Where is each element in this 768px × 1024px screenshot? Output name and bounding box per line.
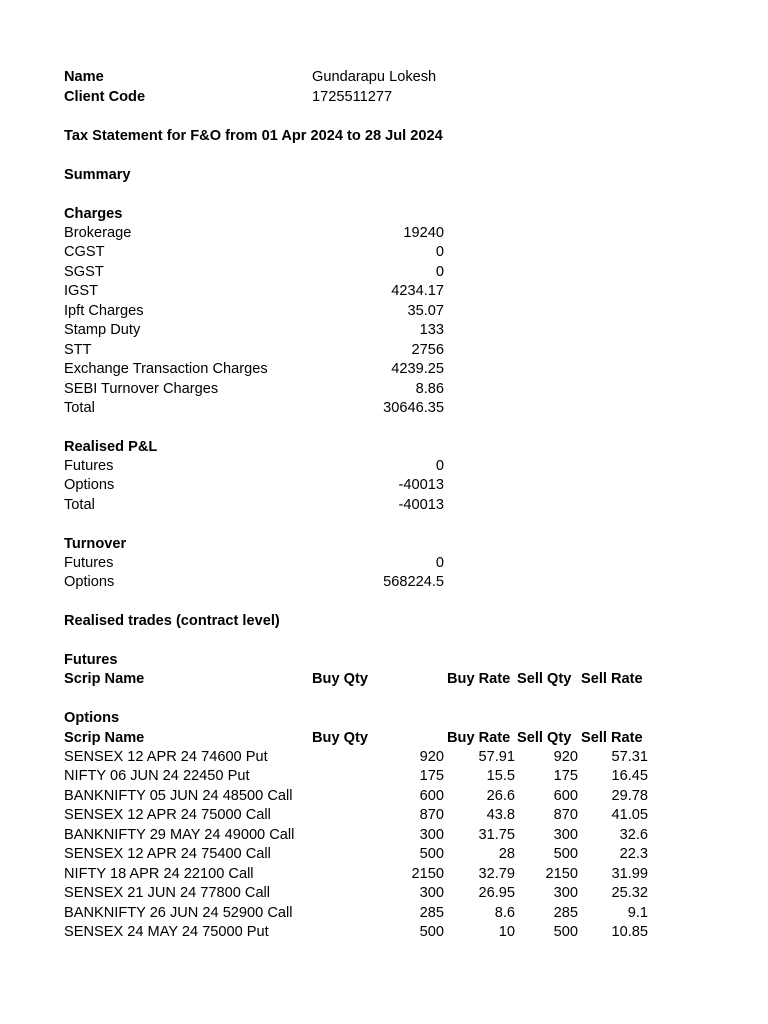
row-label: CGST xyxy=(64,244,105,261)
futures-heading: Futures xyxy=(64,652,118,668)
buy-qty-cell: 870 xyxy=(419,807,444,824)
row-label: Options xyxy=(64,477,115,494)
row-value: 568224.5 xyxy=(383,574,444,591)
futures-table-header xyxy=(64,670,704,689)
col-buy-qty: Buy Qty xyxy=(312,730,368,746)
row-value: 30646.35 xyxy=(383,400,444,417)
row-label: SGST xyxy=(64,263,104,280)
sell-rate-cell: 32.6 xyxy=(619,826,648,843)
sell-qty-cell: 285 xyxy=(553,904,578,921)
sell-rate-cell: 41.05 xyxy=(611,807,648,824)
client-code-value: 1725511277 xyxy=(312,89,393,105)
sell-rate-cell: 9.1 xyxy=(627,904,648,921)
scrip-name-cell: BANKNIFTY 29 MAY 24 49000 Call xyxy=(64,826,295,843)
sell-rate-cell: 25.32 xyxy=(611,885,648,902)
scrip-name-cell: SENSEX 12 APR 24 75400 Call xyxy=(64,846,271,863)
buy-rate-cell: 31.75 xyxy=(478,826,515,843)
summary-heading: Summary xyxy=(64,167,131,183)
row-value: 2756 xyxy=(411,341,444,358)
scrip-name-cell: SENSEX 21 JUN 24 77800 Call xyxy=(64,885,271,902)
statement-title: Tax Statement for F&O from 01 Apr 2024 to 28 Jul 2024 xyxy=(64,128,443,144)
buy-qty-cell: 2150 xyxy=(411,865,444,882)
row-label: Futures xyxy=(64,555,114,571)
col-buy-qty: Buy Qty xyxy=(312,671,368,687)
row-label: IGST xyxy=(64,283,99,300)
turnover-row xyxy=(64,573,704,592)
row-label: SEBI Turnover Charges xyxy=(64,380,219,397)
scrip-name-cell: NIFTY 18 APR 24 22100 Call xyxy=(64,865,254,882)
charge-row xyxy=(64,243,704,262)
row-value: 0 xyxy=(435,263,444,280)
row-value: -40013 xyxy=(398,496,444,513)
turnover-heading: Turnover xyxy=(64,536,127,552)
client-code-label: Client Code xyxy=(64,89,146,105)
col-buy-rate: Buy Rate xyxy=(447,730,511,746)
row-value: 19240 xyxy=(403,225,444,241)
buy-qty-cell: 920 xyxy=(419,749,444,765)
charge-row xyxy=(64,282,704,301)
charge-row xyxy=(64,341,704,360)
col-buy-rate: Buy Rate xyxy=(447,671,511,687)
charge-row xyxy=(64,321,704,340)
table-row xyxy=(64,845,704,864)
sell-qty-cell: 175 xyxy=(553,768,578,785)
sell-qty-cell: 600 xyxy=(553,787,578,804)
buy-qty-cell: 600 xyxy=(419,787,444,804)
charge-row xyxy=(64,380,704,399)
buy-qty-cell: 300 xyxy=(419,885,444,902)
row-value: 0 xyxy=(435,244,444,261)
buy-rate-cell: 26.95 xyxy=(478,885,515,902)
scrip-name-cell: SENSEX 24 MAY 24 75000 Put xyxy=(64,924,269,941)
buy-rate-cell: 15.5 xyxy=(486,768,515,785)
col-scrip-name: Scrip Name xyxy=(64,671,145,687)
charge-row xyxy=(64,399,704,418)
options-heading: Options xyxy=(64,710,120,726)
charge-row xyxy=(64,302,704,321)
row-label: Exchange Transaction Charges xyxy=(64,361,268,378)
row-value: 0 xyxy=(435,555,444,571)
table-row xyxy=(64,826,704,845)
table-row xyxy=(64,884,704,903)
realised-trades-heading: Realised trades (contract level) xyxy=(64,613,280,629)
table-row xyxy=(64,923,704,942)
col-scrip-name: Scrip Name xyxy=(64,730,145,746)
row-label: Brokerage xyxy=(64,225,132,241)
buy-qty-cell: 175 xyxy=(419,768,444,785)
client-name-value: Gundarapu Lokesh xyxy=(312,69,437,85)
pnl-row xyxy=(64,496,704,515)
buy-rate-cell: 57.91 xyxy=(478,749,515,765)
sell-rate-cell: 29.78 xyxy=(611,787,648,804)
buy-rate-cell: 28 xyxy=(498,846,515,863)
charge-row xyxy=(64,224,704,243)
client-code-row xyxy=(64,88,704,107)
table-row xyxy=(64,767,704,786)
sell-qty-cell: 300 xyxy=(553,885,578,902)
scrip-name-cell: BANKNIFTY 26 JUN 24 52900 Call xyxy=(64,904,293,921)
table-row xyxy=(64,865,704,884)
sell-qty-cell: 920 xyxy=(553,749,578,765)
charge-row xyxy=(64,360,704,379)
buy-qty-cell: 500 xyxy=(419,846,444,863)
row-label: STT xyxy=(64,341,92,358)
row-label: Total xyxy=(64,496,95,513)
buy-rate-cell: 26.6 xyxy=(486,787,515,804)
buy-rate-cell: 8.6 xyxy=(494,904,515,921)
sell-qty-cell: 2150 xyxy=(545,865,578,882)
col-sell-qty: Sell Qty xyxy=(517,730,572,746)
turnover-row xyxy=(64,554,704,573)
buy-rate-cell: 32.79 xyxy=(478,865,515,882)
row-label: Ipft Charges xyxy=(64,302,144,319)
buy-qty-cell: 285 xyxy=(419,904,444,921)
row-label: Options xyxy=(64,574,115,591)
scrip-name-cell: SENSEX 12 APR 24 75000 Call xyxy=(64,807,271,824)
buy-qty-cell: 300 xyxy=(419,826,444,843)
charge-row xyxy=(64,263,704,282)
charges-heading: Charges xyxy=(64,206,123,222)
sell-rate-cell: 57.31 xyxy=(611,749,648,765)
row-value: 0 xyxy=(435,458,444,474)
row-value: 133 xyxy=(419,322,444,339)
client-name-row xyxy=(64,68,704,87)
col-sell-rate: Sell Rate xyxy=(581,730,643,746)
pnl-row xyxy=(64,476,704,495)
realised-pnl-heading: Realised P&L xyxy=(64,439,158,455)
scrip-name-cell: NIFTY 06 JUN 24 22450 Put xyxy=(64,768,250,785)
scrip-name-cell: SENSEX 12 APR 24 74600 Put xyxy=(64,749,268,765)
row-value: 4239.25 xyxy=(391,361,444,378)
table-row xyxy=(64,748,704,767)
table-row xyxy=(64,806,704,825)
row-value: 35.07 xyxy=(407,302,444,319)
sell-rate-cell: 31.99 xyxy=(611,865,648,882)
buy-qty-cell: 500 xyxy=(419,924,444,941)
scrip-name-cell: BANKNIFTY 05 JUN 24 48500 Call xyxy=(64,787,293,804)
sell-rate-cell: 10.85 xyxy=(611,924,648,941)
row-label: Stamp Duty xyxy=(64,322,141,339)
buy-rate-cell: 10 xyxy=(498,924,515,941)
col-sell-qty: Sell Qty xyxy=(517,671,572,687)
buy-rate-cell: 43.8 xyxy=(486,807,515,824)
pnl-row xyxy=(64,457,704,476)
row-value: -40013 xyxy=(398,477,444,494)
row-label: Total xyxy=(64,400,95,417)
table-row xyxy=(64,904,704,923)
options-table-header xyxy=(64,729,704,748)
sell-qty-cell: 500 xyxy=(553,846,578,863)
row-label: Futures xyxy=(64,458,114,474)
sell-qty-cell: 870 xyxy=(553,807,578,824)
sell-rate-cell: 22.3 xyxy=(619,846,648,863)
row-value: 8.86 xyxy=(415,380,444,397)
sell-qty-cell: 300 xyxy=(553,826,578,843)
table-row xyxy=(64,787,704,806)
sell-rate-cell: 16.45 xyxy=(611,768,648,785)
client-name-label: Name xyxy=(64,69,104,85)
col-sell-rate: Sell Rate xyxy=(581,671,643,687)
row-value: 4234.17 xyxy=(391,283,444,300)
sell-qty-cell: 500 xyxy=(553,924,578,941)
